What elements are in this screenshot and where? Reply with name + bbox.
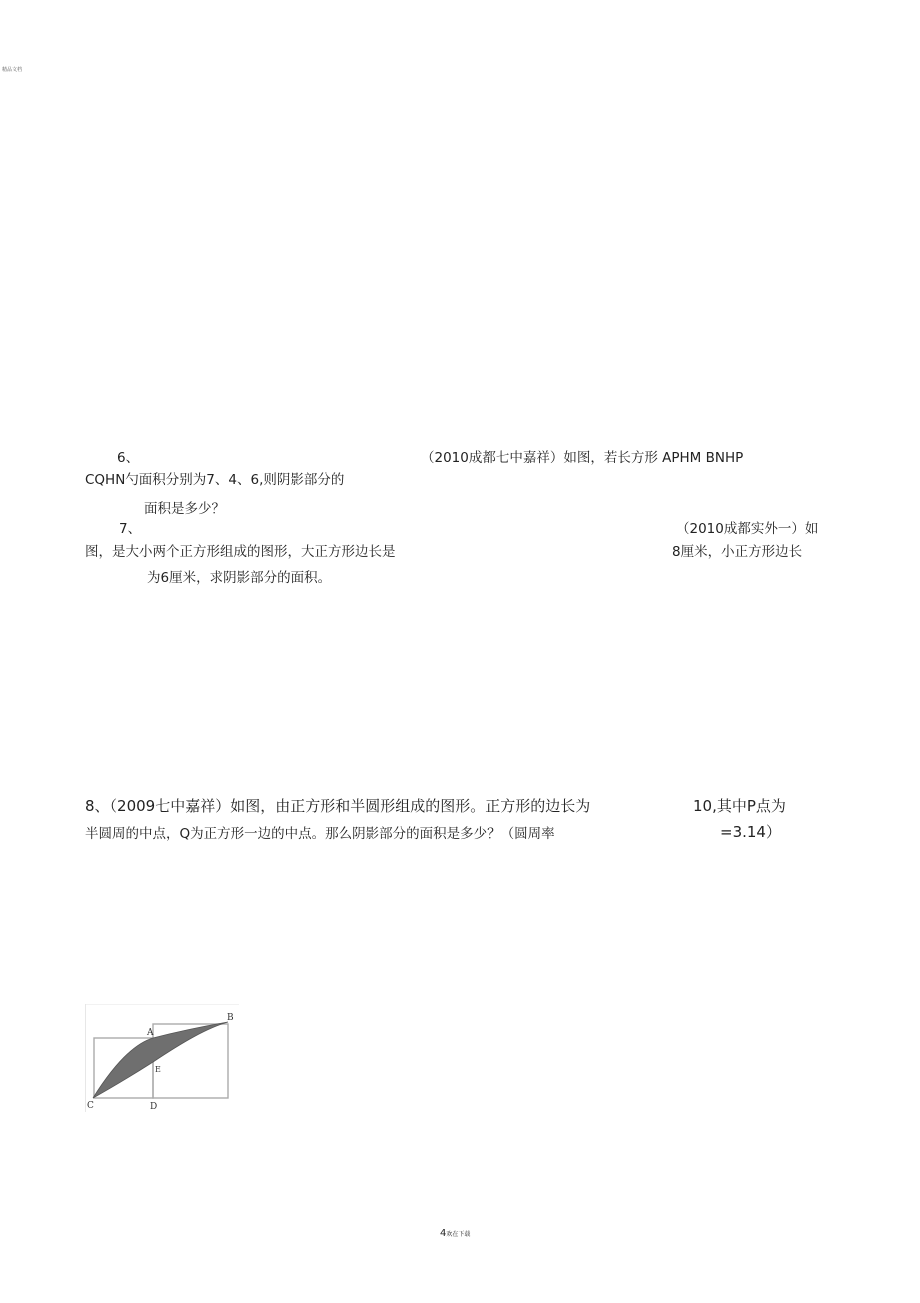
q8-line1-right: 10,其中P点为	[693, 797, 786, 815]
two-squares-figure	[85, 1004, 241, 1116]
q6-line3: 面积是多少？	[144, 501, 225, 517]
q7-line2-left: 图，是大小两个正方形组成的图形，大正方形边长是	[85, 544, 396, 560]
label-a: A	[147, 1028, 154, 1038]
label-e: E	[155, 1065, 161, 1074]
shaded-region	[93, 1022, 228, 1098]
label-d: D	[150, 1102, 158, 1112]
footer-suffix: 欢在下载	[446, 1231, 471, 1238]
page-number: 4	[440, 1228, 447, 1239]
q8-line2-right: =3.14）	[720, 823, 781, 841]
q6-source: （2010成都七中嘉祥）如图，若长方形 APHM BNHP	[421, 450, 744, 466]
q6-line2: CQHN勺面积分别为7、4、6,则阴影部分的	[85, 472, 345, 488]
q7-line2-right: 8厘米，小正方形边长	[672, 544, 803, 560]
page-header: 精品文档	[2, 67, 23, 73]
label-c: C	[87, 1101, 94, 1111]
page-footer	[440, 1228, 470, 1239]
q8-line1-left: 8、（2009七中嘉祥）如图，由正方形和半圆形组成的图形。正方形的边长为	[85, 797, 591, 815]
q6-number: 6、	[117, 450, 140, 466]
q7-line3: 为6厘米，求阴影部分的面积。	[147, 570, 332, 586]
q8-line2-left: 半圆周的中点，Q为正方形一边的中点。那么阴影部分的面积是多少？（圆周率	[85, 826, 555, 842]
q7-number: 7、	[119, 521, 142, 537]
label-b: B	[227, 1013, 234, 1023]
q7-source: （2010成都实外一）如	[676, 521, 819, 537]
